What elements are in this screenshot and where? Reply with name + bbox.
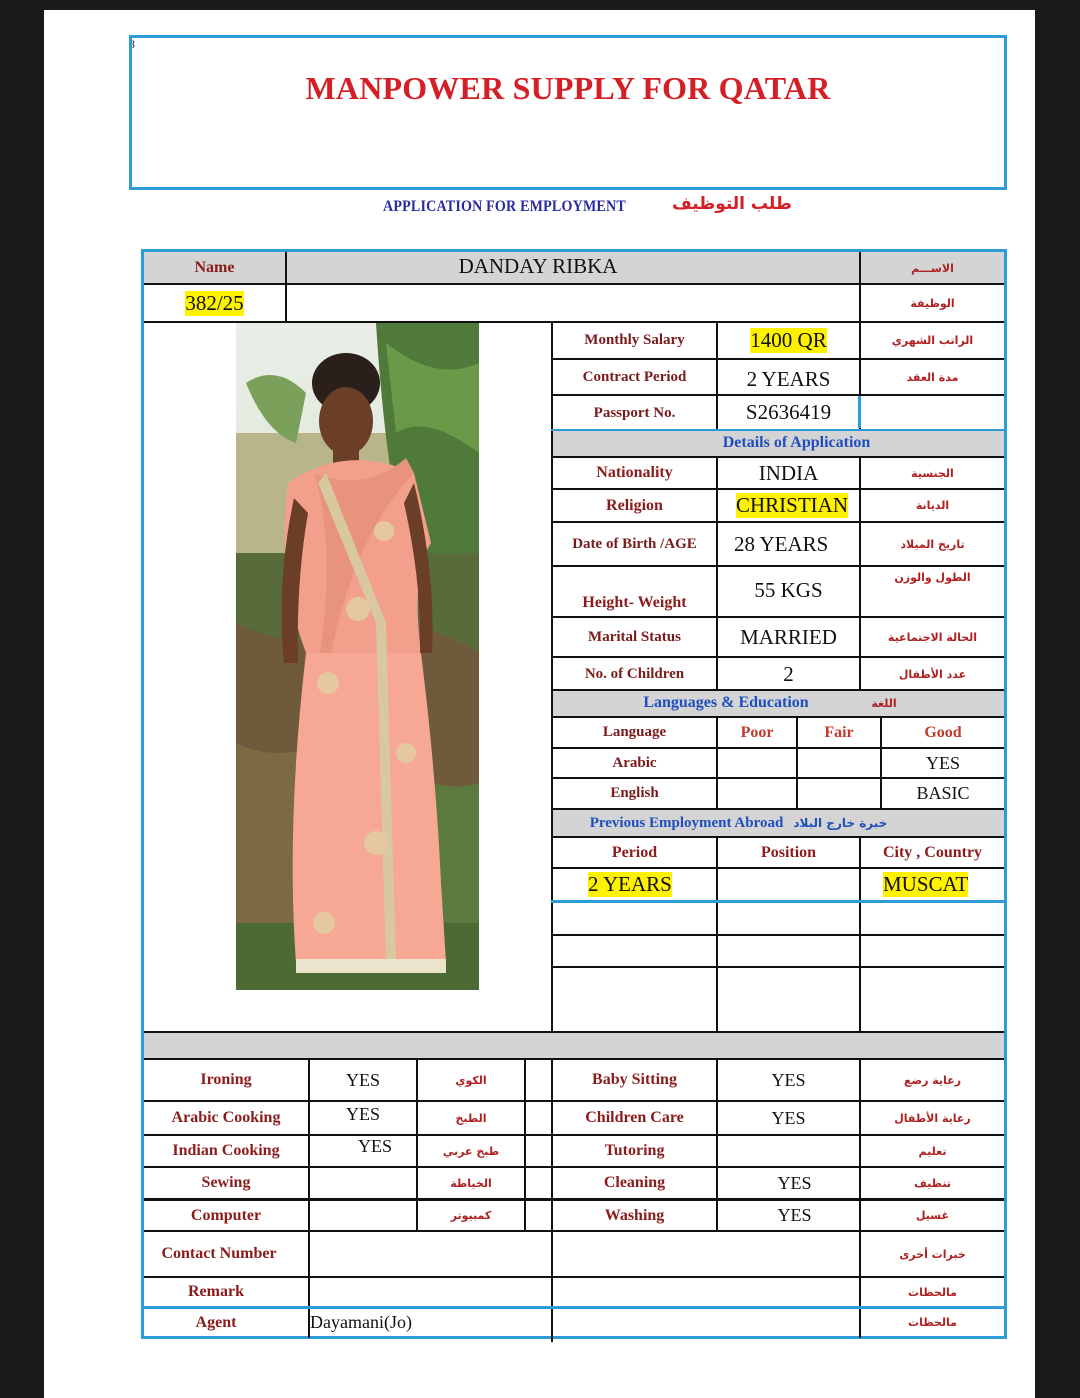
nationality-label: Nationality <box>596 464 673 481</box>
form-subtitle-arabic: طلب التوظيف <box>672 194 792 214</box>
divider <box>551 900 1004 903</box>
details-section-title: Details of Application <box>722 434 871 451</box>
skill-indian-cooking-arabic: طبخ عربي <box>442 1144 500 1158</box>
skill-tutoring-arabic: تعليم <box>918 1144 947 1158</box>
skill-children-care-arabic: رعاية الأطفال <box>894 1111 971 1125</box>
monthly-salary-value: 1400 QR <box>750 328 827 352</box>
skill-computer-value <box>310 1201 416 1230</box>
fair-header: Fair <box>824 723 854 741</box>
passport-value: S2636419 <box>745 399 832 424</box>
marital-status-arabic: الحالة الاجتماعية <box>887 630 978 644</box>
agent-arabic: مالحظات <box>908 1316 957 1329</box>
dob-age-value: 28 YEARS <box>734 531 829 556</box>
arabic-good: YES <box>925 752 960 773</box>
nationality-arabic: الجنسية <box>911 466 954 480</box>
religion-arabic: الديانة <box>915 499 950 512</box>
employment-position <box>718 869 859 900</box>
skill-tutoring-value <box>718 1136 859 1166</box>
children-arabic: عدد الأطفال <box>898 667 967 681</box>
agent-value: Dayamani(Jo) <box>310 1312 412 1332</box>
skill-baby-sitting-value: YES <box>771 1069 806 1090</box>
skill-cleaning-label: Cleaning <box>603 1174 666 1191</box>
languages-section-arabic: اللغة <box>871 696 897 710</box>
name-label: Name <box>194 259 235 276</box>
remark-label: Remark <box>188 1283 244 1300</box>
children-value: 2 <box>783 661 794 686</box>
contract-period-arabic: مدة العقد <box>906 370 959 384</box>
contract-period-value: 2 YEARS <box>746 366 831 391</box>
divider <box>524 1058 526 1232</box>
skill-sewing-label: Sewing <box>201 1174 251 1191</box>
period-header: Period <box>611 843 658 861</box>
employment-period: 2 YEARS <box>588 872 672 896</box>
skill-baby-sitting-arabic: رعاية رضع <box>903 1073 962 1087</box>
skill-cleaning-value: YES <box>777 1172 812 1193</box>
job-label-arabic: الوظيفة <box>910 297 955 310</box>
reference-number: 382/25 <box>185 291 244 315</box>
passport-label: Passport No. <box>593 404 676 421</box>
skill-children-care-value: YES <box>771 1107 806 1128</box>
contract-period-label: Contract Period <box>582 368 687 385</box>
religion-cell <box>718 490 859 521</box>
skill-indian-cooking-value: YES <box>358 1135 393 1156</box>
divider <box>551 966 1004 968</box>
good-header: Good <box>924 723 962 741</box>
arabic-fair <box>798 749 880 777</box>
skill-sewing-arabic: الخياطة <box>450 1176 492 1190</box>
header-box <box>129 35 1007 190</box>
religion-value: CHRISTIAN <box>736 493 849 517</box>
agent-label: Agent <box>195 1313 237 1331</box>
name-value: DANDAY RIBKA <box>458 253 618 278</box>
contact-number-arabic: خبرات أخرى <box>899 1247 966 1261</box>
employment-section-title: Previous Employment Abroad <box>589 814 784 831</box>
children-label: No. of Children <box>584 665 685 682</box>
application-form-page <box>44 10 1035 1398</box>
english-good: BASIC <box>916 783 970 803</box>
skill-arabic-cooking-label: Arabic Cooking <box>171 1109 281 1126</box>
employment-section-header <box>553 810 1004 836</box>
language-header: Language <box>602 724 667 740</box>
language-arabic-label: Arabic <box>612 754 657 771</box>
contact-number-value <box>310 1232 859 1276</box>
applicant-photo <box>236 323 479 990</box>
monthly-salary-cell <box>718 323 859 358</box>
skill-arabic-cooking-arabic: الطبخ <box>455 1111 487 1125</box>
skill-computer-arabic: كمبيوتر <box>450 1209 492 1222</box>
form-subtitle: APPLICATION FOR EMPLOYMENT <box>383 198 626 215</box>
skill-ironing-value: YES <box>345 1069 380 1090</box>
remark-value <box>310 1278 859 1306</box>
skill-cleaning-arabic: تنظيف <box>914 1176 951 1190</box>
skill-washing-value: YES <box>777 1205 812 1225</box>
monthly-salary-arabic: الراتب الشهري <box>891 334 974 347</box>
height-weight-arabic: الطول والوزن <box>894 570 971 584</box>
dob-age-label: Date of Birth /AGE <box>572 535 697 552</box>
skill-washing-label: Washing <box>604 1206 665 1224</box>
employment-city: MUSCAT <box>883 872 969 896</box>
employment-section-arabic: خبرة خارج البلاد <box>793 816 888 830</box>
skills-separator-bar <box>144 1033 1004 1058</box>
frame-right <box>1004 249 1007 1339</box>
skill-baby-sitting-label: Baby Sitting <box>592 1071 677 1088</box>
poor-header: Poor <box>740 723 774 741</box>
english-fair <box>798 779 880 808</box>
english-poor <box>718 779 796 808</box>
marital-status-value: MARRIED <box>740 624 837 649</box>
height-weight-value: 55 KGS <box>754 577 823 602</box>
skill-ironing-arabic: الكوي <box>455 1073 487 1087</box>
height-weight-label: Height- Weight <box>582 594 687 611</box>
monthly-salary-label: Monthly Salary <box>584 332 685 348</box>
skill-arabic-cooking-value: YES <box>346 1103 381 1124</box>
religion-label: Religion <box>606 496 663 514</box>
reference-number-cell <box>144 286 285 321</box>
skill-children-care-label: Children Care <box>585 1109 684 1126</box>
marital-status-label: Marital Status <box>588 628 681 645</box>
dob-age-arabic: تاريخ الميلاد <box>900 537 965 551</box>
arabic-poor <box>718 749 796 777</box>
form-title: MANPOWER SUPPLY FOR QATAR <box>305 70 831 106</box>
employment-city-cell <box>861 869 1004 900</box>
employment-period-cell <box>553 869 716 900</box>
languages-section-title: Languages & Education <box>643 694 809 711</box>
corner-mark: 3 <box>129 37 135 51</box>
skill-sewing-value <box>310 1168 416 1198</box>
skill-computer-label: Computer <box>190 1206 262 1224</box>
skill-washing-arabic: غسيل <box>915 1209 950 1222</box>
city-country-header: City , Country <box>882 843 983 861</box>
remark-arabic: مالحظات <box>908 1285 957 1299</box>
skill-indian-cooking-label: Indian Cooking <box>172 1142 280 1159</box>
divider <box>551 934 1004 936</box>
skill-tutoring-label: Tutoring <box>604 1142 665 1159</box>
skill-ironing-label: Ironing <box>200 1071 252 1088</box>
nationality-value: INDIA <box>758 460 819 485</box>
language-english-label: English <box>610 785 659 801</box>
contact-number-label: Contact Number <box>161 1245 277 1262</box>
name-label-arabic: الاســـم <box>911 261 954 275</box>
position-header: Position <box>760 843 817 861</box>
frame-bottom <box>141 1336 1007 1339</box>
